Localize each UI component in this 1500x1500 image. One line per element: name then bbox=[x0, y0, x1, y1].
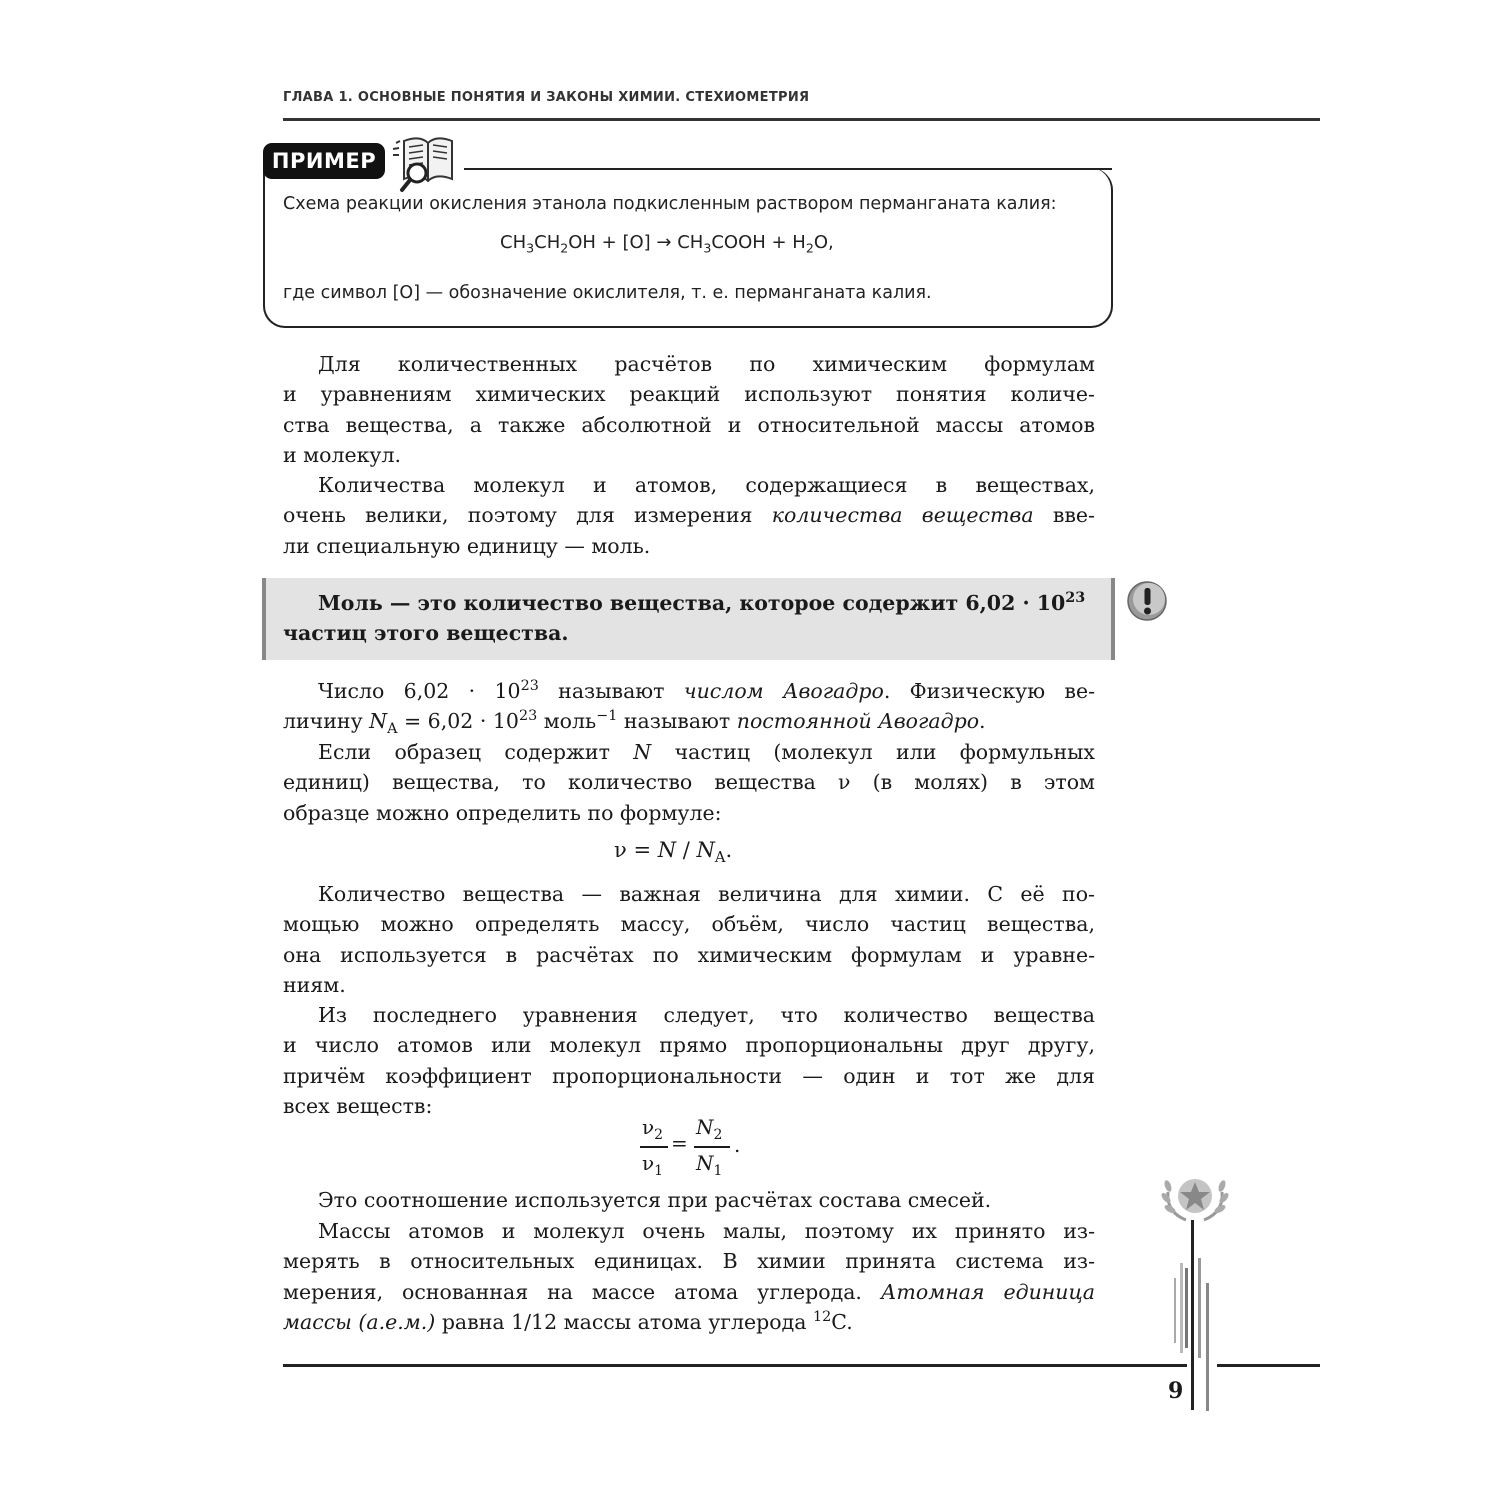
star-wreath-emblem-icon bbox=[1160, 1168, 1230, 1413]
text-line: мерения, основанная на массе атома углерода. Атомная единица bbox=[283, 1279, 1096, 1304]
text-line: всех веществ: bbox=[283, 1093, 433, 1118]
text-line: причём коэффициент пропорциональности — один и тот же для bbox=[283, 1063, 1095, 1088]
text-line: единиц) вещества, то количество вещества ν (в молях) в этом bbox=[283, 770, 1095, 795]
text-line: ниям. bbox=[283, 972, 346, 997]
text-line: Это соотношение используется при расчётах состава смесей. bbox=[318, 1188, 992, 1212]
text-line: Для количественных расчётов по химическим формулам bbox=[318, 352, 1095, 376]
text-line: Количества молекул и атомов, содержащиеся в веществах, bbox=[318, 473, 1095, 497]
paragraph-atomic-mass bbox=[283, 1216, 1095, 1337]
fraction-bar bbox=[640, 1146, 668, 1148]
header-rule bbox=[283, 118, 1320, 121]
text-line: ства вещества, а также абсолютной и относительной массы атомов bbox=[283, 412, 1095, 437]
example-badge: ПРИМЕР bbox=[263, 143, 385, 179]
fraction-bar bbox=[694, 1146, 730, 1148]
text-line: Массы атомов и молекул очень малы, поэтому их принято из- bbox=[318, 1219, 1095, 1243]
footer-rule bbox=[283, 1364, 1187, 1367]
paragraph-avogadro bbox=[283, 676, 1095, 737]
text-line: мощью можно определять массу, объём, число частиц вещества, bbox=[283, 912, 1095, 937]
text-line: личину $N_A = 6,02 \cdot 10^{23}$ моль$^{-1}$ называют постоянной Авогадро. bbox=[283, 708, 986, 738]
paragraph-mixtures bbox=[283, 1185, 1095, 1215]
paragraph-proportional bbox=[283, 1000, 1095, 1121]
book-magnifier-icon bbox=[390, 133, 464, 193]
formula-ratio: $\nu_2$ $\nu_1$ = $N_2$ $N_1$ . bbox=[642, 1115, 741, 1179]
formula-amount: $\nu = N / N_A$. bbox=[614, 838, 733, 867]
mole-definition: Моль — это количество вещества, которое содержит $6,02 \cdot 10^{23}$ частиц этого вещества. bbox=[283, 590, 1086, 645]
example-outro: где символ [O] — обозначение окислителя, т. е. перманганата калия. bbox=[283, 283, 932, 303]
paragraph-sample bbox=[283, 737, 1095, 828]
text-line: и число атомов или молекул прямо пропорциональны друг другу, bbox=[283, 1033, 1095, 1058]
text-line: Число $6,02 \cdot 10^{23}$ называют числом Авогадро. Физическую ве- bbox=[318, 678, 1096, 703]
example-top-rule bbox=[464, 168, 1112, 170]
example-intro: Схема реакции окисления этанола подкисленным раствором перманганата калия: bbox=[283, 194, 1057, 214]
page-number: 9 bbox=[1168, 1378, 1184, 1404]
running-header: ГЛАВА 1. ОСНОВНЫЕ ПОНЯТИЯ И ЗАКОНЫ ХИМИИ. СТЕХИОМЕТРИЯ bbox=[283, 90, 810, 105]
text-line: массы (а.е.м.) равна 1/12 массы атома углерода $^{12}$C. bbox=[283, 1309, 853, 1334]
paragraph-importance bbox=[283, 879, 1095, 1000]
text-line: она используется в расчётах по химическим формулам и уравне- bbox=[283, 942, 1095, 967]
text-line: очень велики, поэтому для измерения количества вещества вве- bbox=[283, 503, 1095, 528]
text-line: и молекул. bbox=[283, 442, 402, 467]
text-line: мерять в относительных единицах. В химии принята система из- bbox=[283, 1249, 1095, 1274]
paragraph-quantitative bbox=[283, 349, 1095, 470]
text-line: образце можно определить по формуле: bbox=[283, 800, 722, 825]
example-equation: $CH_3CH_2OH + [O]$ → $CH_3COOH + H_2O$, bbox=[500, 232, 834, 256]
text-line: Из последнего уравнения следует, что количество вещества bbox=[318, 1003, 1095, 1027]
exclamation-icon bbox=[1126, 580, 1168, 622]
text-line: и уравнениям химических реакций используют понятия количе- bbox=[283, 382, 1095, 407]
footer-rule bbox=[1217, 1364, 1320, 1367]
paragraph-mole-intro bbox=[283, 470, 1095, 561]
text-line: ли специальную единицу — моль. bbox=[283, 533, 651, 558]
text-line: Если образец содержит N частиц (молекул или формульных bbox=[318, 740, 1095, 764]
text-line: Количество вещества — важная величина для химии. С её по- bbox=[318, 882, 1095, 906]
